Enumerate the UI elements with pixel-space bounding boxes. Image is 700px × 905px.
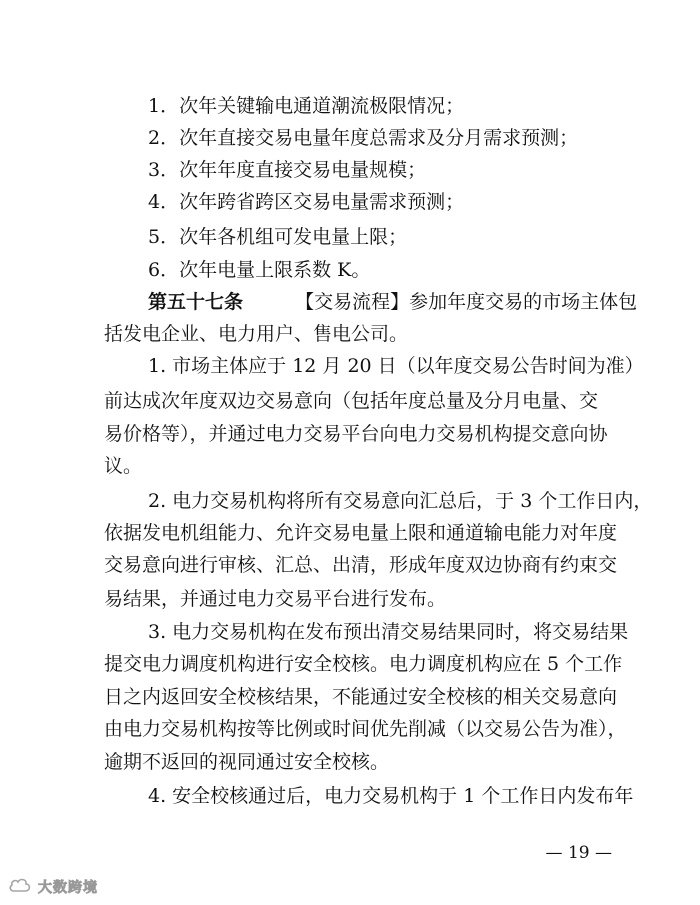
paragraph-line: 日之内返回安全校核结果，不能通过安全校核的相关交易意向 — [104, 686, 618, 708]
paragraph-line: 易结果，并通过电力交易平台进行发布。 — [104, 588, 447, 610]
list-item: 4．次年跨省跨区交易电量需求预测； — [148, 191, 465, 213]
paragraph-line: 依据发电机组能力、允许交易电量上限和通道输电能力对年度 — [104, 522, 618, 544]
watermark — [8, 876, 98, 898]
paragraph-line: 1. 市场主体应于 12 月 20 日（以年度交易公告时间为准） — [148, 355, 644, 377]
list-item: 2．次年直接交易电量年度总需求及分月需求预测； — [148, 127, 579, 149]
cloud-logo-icon — [8, 875, 32, 899]
paragraph-line: 逾期不返回的视同通过安全校核。 — [104, 751, 390, 773]
paragraph-line: 前达成次年度双边交易意向（包括年度总量及分月电量、交 — [104, 390, 599, 412]
article-heading: 第五十七条 — [148, 291, 244, 313]
article-line — [148, 290, 637, 314]
paragraph-line: 4. 安全校核通过后，电力交易机构于 1 个工作日内发布年 — [148, 785, 634, 807]
watermark-text: 大数跨境 — [38, 880, 98, 896]
list-item: 5．次年各机组可发电量上限； — [148, 226, 408, 248]
page-number: — 19 — — [545, 843, 612, 863]
paragraph-line: 易价格等），并通过电力交易平台向电力交易机构提交意向协 — [104, 423, 608, 445]
paragraph-line: 提交电力调度机构进行安全校核。电力调度机构应在 5 个工作 — [104, 653, 623, 675]
list-item: 6．次年电量上限系数 K。 — [148, 259, 371, 281]
paragraph-line: 由电力交易机构按等比例或时间优先削减（以交易公告为准）， — [104, 718, 627, 740]
paragraph-line: 议。 — [104, 455, 143, 477]
paragraph-line: 2. 电力交易机构将所有交易意向汇总后，于 3 个工作日内， — [148, 490, 653, 512]
list-item: 1．次年关键输电通道潮流极限情况； — [148, 95, 465, 117]
list-item: 3．次年年度直接交易电量规模； — [148, 159, 427, 181]
paragraph-line: 括发电企业、电力用户、售电公司。 — [104, 323, 409, 345]
paragraph-line: 3. 电力交易机构在发布预出清交易结果同时，将交易结果 — [148, 621, 629, 643]
article-body: 【交易流程】参加年度交易的市场主体包 — [295, 291, 638, 313]
paragraph-line: 交易意向进行审核、汇总、出清，形成年度双边协商有约束交 — [104, 554, 618, 576]
